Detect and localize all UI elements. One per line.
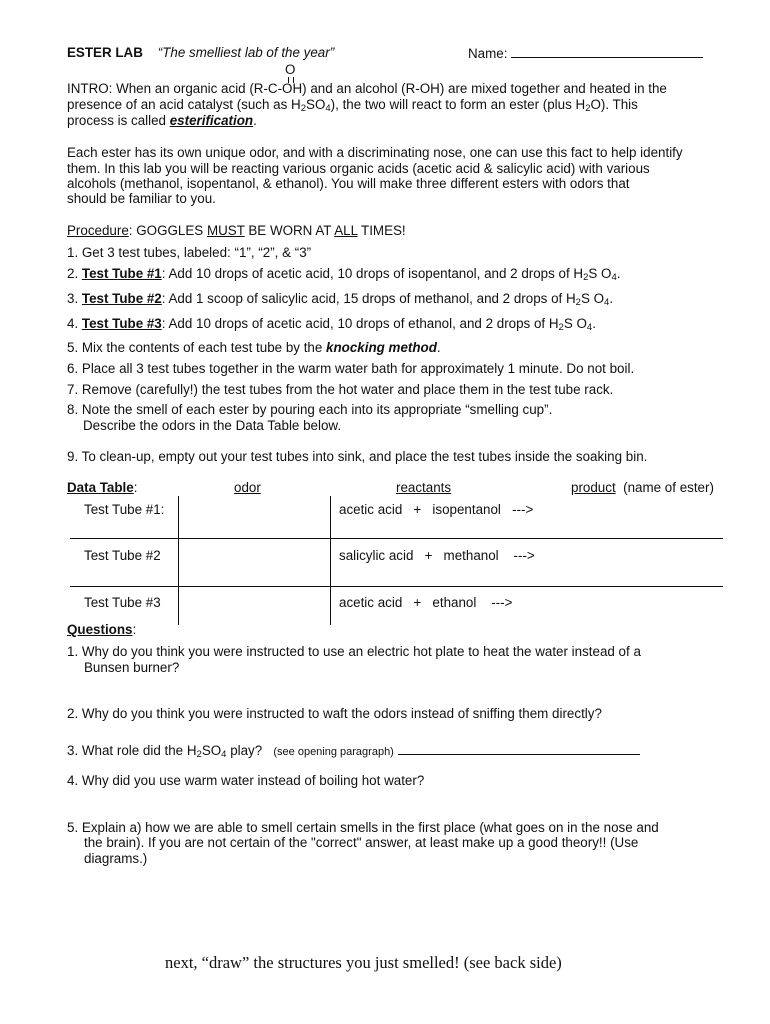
table-divider-left: [178, 496, 179, 625]
table-row-separator-1: [70, 538, 723, 539]
question-5: 5. Explain a) how we are able to smell certain smells in the first place (what goes on in the nose and: [67, 820, 659, 835]
esterification-term: esterification: [169, 113, 254, 128]
table-row-1-product-cell[interactable]: [560, 498, 720, 536]
question-4: 4. Why did you use warm water instead of boiling hot water?: [67, 773, 425, 788]
para2-line-4: should be familiar to you.: [67, 191, 216, 206]
page-title: [67, 45, 334, 61]
question-3-hint: (see opening paragraph): [273, 746, 394, 758]
column-reactants: reactants: [396, 480, 452, 495]
intro-line-1: INTRO: When an organic acid (R-C-OH) and an alcohol (R-OH) are mixed together and heated in the: [67, 81, 667, 96]
data-table-heading: Data Table:: [67, 480, 138, 495]
question-5-continued-1: the brain). If you are not certain of the "correct" answer, at least make up a good theory!! (Use: [84, 835, 639, 850]
table-row-2-tube: Test Tube #2: [84, 548, 161, 563]
name-input-line[interactable]: [511, 45, 703, 58]
question-1-continued: Bunsen burner?: [84, 660, 180, 675]
step-1: 1. Get 3 test tubes, labeled: “1”, “2”, & “3”: [67, 245, 312, 260]
table-row-1-tube: Test Tube #1:: [84, 502, 165, 517]
table-row-3-product-cell[interactable]: [560, 589, 720, 625]
table-row-3-tube: Test Tube #3: [84, 595, 161, 610]
questions-heading: Questions:: [67, 622, 137, 637]
table-row-2-reactants: salicylic acid + methanol --->: [339, 548, 535, 563]
name-label: Name:: [468, 46, 508, 61]
table-row-3-odor-cell[interactable]: [180, 589, 328, 625]
table-divider-right: [330, 496, 331, 625]
table-row-2-odor-cell[interactable]: [180, 541, 328, 584]
formula-carbonyl-o: O: [285, 62, 296, 77]
footer-note: next, “draw” the structures you just smelled! (see back side): [165, 953, 562, 972]
question-3-answer-line[interactable]: [398, 742, 640, 755]
table-row-2-product-cell[interactable]: [560, 541, 720, 584]
procedure-heading: Procedure: GOGGLES MUST BE WORN AT ALL TIMES!: [67, 223, 406, 238]
step-7: 7. Remove (carefully!) the test tubes from the hot water and place them in the test tube rack.: [67, 382, 614, 397]
question-1: 1. Why do you think you were instructed to use an electric hot plate to heat the water instead of a: [67, 644, 641, 659]
para2-line-1: Each ester has its own unique odor, and with a discriminating nose, one can use this fact to help identify: [67, 145, 683, 160]
question-3: 3. What role did the $H_2SO_4$ play? (see opening paragraph): [67, 742, 640, 763]
column-odor: odor: [234, 480, 261, 495]
table-row-separator-2: [70, 586, 723, 587]
step-4: 4. Test Tube #3: Add 10 drops of acetic acid, 10 drops of ethanol, and 2 drops of $H_2S$ $O_4$.: [67, 316, 596, 333]
step-2: 2. Test Tube #1: Add 10 drops of acetic acid, 10 drops of isopentanol, and 2 drops of $H_2S$ $O_4$.: [67, 266, 621, 283]
table-row-1-odor-cell[interactable]: [180, 498, 328, 536]
name-field: [468, 45, 703, 62]
table-row-1-reactants: acetic acid + isopentanol --->: [339, 502, 534, 517]
title: ESTER LAB: [67, 45, 143, 60]
table-row-3-reactants: acetic acid + ethanol --->: [339, 595, 513, 610]
step-3: 3. Test Tube #2: Add 1 scoop of salicylic acid, 15 drops of methanol, and 2 drops of $H_2S$ $O_4$.: [67, 291, 614, 308]
step-8-continued: Describe the odors in the Data Table below.: [83, 418, 342, 433]
subtitle: “The smelliest lab of the year”: [157, 45, 335, 60]
intro-line-2: presence of an acid catalyst (such as $H_2SO_4$), the two will react to form an ester (plus $H_2O$). This: [67, 97, 638, 114]
intro-line-3: process is called esterification.: [67, 113, 257, 128]
question-5-continued-2: diagrams.): [84, 851, 148, 866]
knocking-method-term: knocking method: [326, 340, 437, 355]
column-product: product (name of ester): [571, 480, 714, 495]
step-5: 5. Mix the contents of each test tube by the knocking method.: [67, 340, 441, 355]
para2-line-3: alcohols (methanol, isopentanol, & ethanol). You will make three different esters with odors that: [67, 176, 630, 191]
step-8: 8. Note the smell of each ester by pouring each into its appropriate “smelling cup”.: [67, 402, 553, 417]
step-9: 9. To clean-up, empty out your test tubes into sink, and place the test tubes inside the soaking bin.: [67, 449, 648, 464]
step-6: 6. Place all 3 test tubes together in the warm water bath for approximately 1 minute. Do not boil.: [67, 361, 635, 376]
question-2: 2. Why do you think you were instructed to waft the odors instead of sniffing them directly?: [67, 706, 602, 721]
para2-line-2: them. In this lab you will be reacting various organic acids (acetic acid & salicylic acid) with various: [67, 161, 650, 176]
